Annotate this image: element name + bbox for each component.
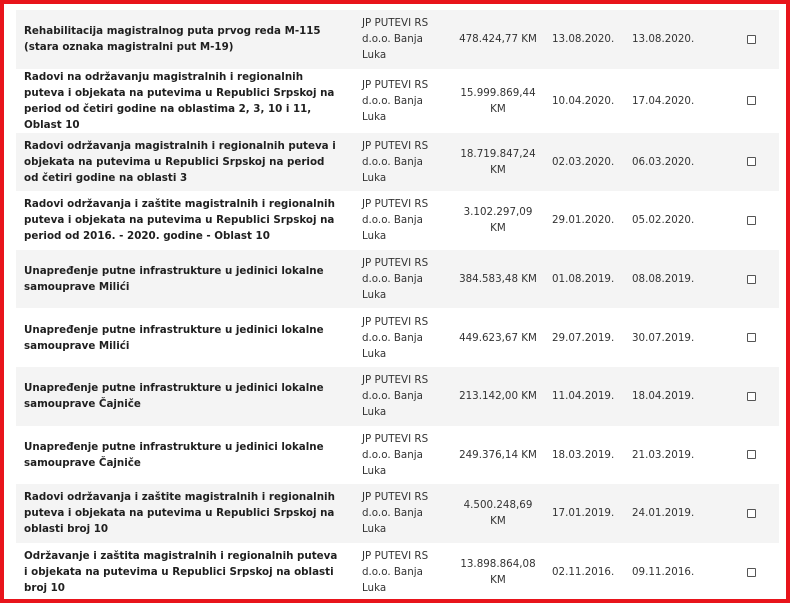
table-row[interactable] xyxy=(16,133,779,192)
tender-date-deadline: 08.08.2019. xyxy=(626,250,724,309)
row-checkbox[interactable] xyxy=(747,216,756,225)
tender-buyer: JP PUTEVI RS d.o.o. Banja Luka xyxy=(356,69,450,133)
table-row[interactable] xyxy=(16,484,779,543)
table-row[interactable] xyxy=(16,191,779,250)
tender-date-published: 11.04.2019. xyxy=(546,367,626,426)
tender-amount: 449.623,67 KM xyxy=(450,308,546,367)
tender-date-published: 18.03.2019. xyxy=(546,426,626,485)
tender-buyer: JP PUTEVI RS d.o.o. Banja Luka xyxy=(356,543,450,602)
tenders-table xyxy=(16,10,779,601)
table-row[interactable] xyxy=(16,426,779,485)
tender-date-deadline: 13.08.2020. xyxy=(626,10,724,69)
tender-date-published: 02.03.2020. xyxy=(546,133,626,192)
tender-title[interactable]: Unapređenje putne infrastrukture u jedinici lokalne samouprave Čajniče xyxy=(16,367,356,426)
table-row[interactable] xyxy=(16,367,779,426)
tender-title[interactable]: Unapređenje putne infrastrukture u jedinici lokalne samouprave Čajniče xyxy=(16,426,356,485)
tender-date-deadline: 09.11.2016. xyxy=(626,543,724,602)
tender-amount: 384.583,48 KM xyxy=(450,250,546,309)
tender-date-published: 29.01.2020. xyxy=(546,191,626,250)
tender-title[interactable]: Radovi održavanja magistralnih i regionalnih puteva i objekata na putevima u Republici Srpskoj na period od četiri godine na oblasti 3 xyxy=(16,133,356,192)
tender-title[interactable]: Radovi održavanja i zaštite magistralnih i regionalnih puteva i objekata na putevima u Republici Srpskoj na period od 2016. - 2020. godine - Oblast 10 xyxy=(16,191,356,250)
row-checkbox[interactable] xyxy=(747,96,756,105)
tender-amount: 478.424,77 KM xyxy=(450,10,546,69)
tender-amount: 15.999.869,44 KM xyxy=(450,69,546,133)
tender-buyer: JP PUTEVI RS d.o.o. Banja Luka xyxy=(356,367,450,426)
tenders-table-body xyxy=(16,10,779,601)
row-checkbox[interactable] xyxy=(747,157,756,166)
table-row[interactable] xyxy=(16,308,779,367)
tender-buyer: JP PUTEVI RS d.o.o. Banja Luka xyxy=(356,133,450,192)
tender-date-deadline: 17.04.2020. xyxy=(626,69,724,133)
tender-date-deadline: 21.03.2019. xyxy=(626,426,724,485)
tender-title[interactable]: Održavanje i zaštita magistralnih i regionalnih puteva i objekata na putevima u Republici Srpskoj na oblasti broj 10 xyxy=(16,543,356,602)
tender-buyer: JP PUTEVI RS d.o.o. Banja Luka xyxy=(356,250,450,309)
row-checkbox[interactable] xyxy=(747,450,756,459)
table-row[interactable] xyxy=(16,250,779,309)
table-row[interactable] xyxy=(16,69,779,133)
tender-date-published: 02.11.2016. xyxy=(546,543,626,602)
tender-title[interactable]: Rehabilitacija magistralnog puta prvog reda M-115 (stara oznaka magistralni put M-19) xyxy=(16,10,356,69)
tender-title[interactable]: Unapređenje putne infrastrukture u jedinici lokalne samouprave Milići xyxy=(16,308,356,367)
tender-title[interactable]: Radovi održavanja i zaštite magistralnih i regionalnih puteva i objekata na putevima u Republici Srpskoj na oblasti broj 10 xyxy=(16,484,356,543)
row-checkbox[interactable] xyxy=(747,275,756,284)
tender-title[interactable]: Unapređenje putne infrastrukture u jedinici lokalne samouprave Milići xyxy=(16,250,356,309)
tender-date-deadline: 05.02.2020. xyxy=(626,191,724,250)
tender-buyer: JP PUTEVI RS d.o.o. Banja Luka xyxy=(356,10,450,69)
tender-buyer: JP PUTEVI RS d.o.o. Banja Luka xyxy=(356,308,450,367)
tender-amount: 249.376,14 KM xyxy=(450,426,546,485)
tender-amount: 13.898.864,08 KM xyxy=(450,543,546,602)
row-checkbox[interactable] xyxy=(747,35,756,44)
tender-buyer: JP PUTEVI RS d.o.o. Banja Luka xyxy=(356,426,450,485)
tender-amount: 3.102.297,09 KM xyxy=(450,191,546,250)
tender-date-deadline: 30.07.2019. xyxy=(626,308,724,367)
tender-buyer: JP PUTEVI RS d.o.o. Banja Luka xyxy=(356,191,450,250)
tender-buyer: JP PUTEVI RS d.o.o. Banja Luka xyxy=(356,484,450,543)
tender-date-deadline: 06.03.2020. xyxy=(626,133,724,192)
tender-date-published: 01.08.2019. xyxy=(546,250,626,309)
tender-amount: 4.500.248,69 KM xyxy=(450,484,546,543)
tender-amount: 18.719.847,24 KM xyxy=(450,133,546,192)
tender-date-deadline: 18.04.2019. xyxy=(626,367,724,426)
tender-title[interactable]: Radovi na održavanju magistralnih i regionalnih puteva i objekata na putevima u Republici Srpskoj na period od četiri godine na oblastima 2, 3, 10 i 11, Oblast 10 xyxy=(16,69,356,133)
tender-amount: 213.142,00 KM xyxy=(450,367,546,426)
tender-date-published: 17.01.2019. xyxy=(546,484,626,543)
row-checkbox[interactable] xyxy=(747,392,756,401)
row-checkbox[interactable] xyxy=(747,509,756,518)
tender-date-published: 10.04.2020. xyxy=(546,69,626,133)
tender-date-deadline: 24.01.2019. xyxy=(626,484,724,543)
tender-date-published: 13.08.2020. xyxy=(546,10,626,69)
row-checkbox[interactable] xyxy=(747,568,756,577)
table-row[interactable] xyxy=(16,10,779,69)
tender-date-published: 29.07.2019. xyxy=(546,308,626,367)
row-checkbox[interactable] xyxy=(747,333,756,342)
table-row[interactable] xyxy=(16,543,779,602)
